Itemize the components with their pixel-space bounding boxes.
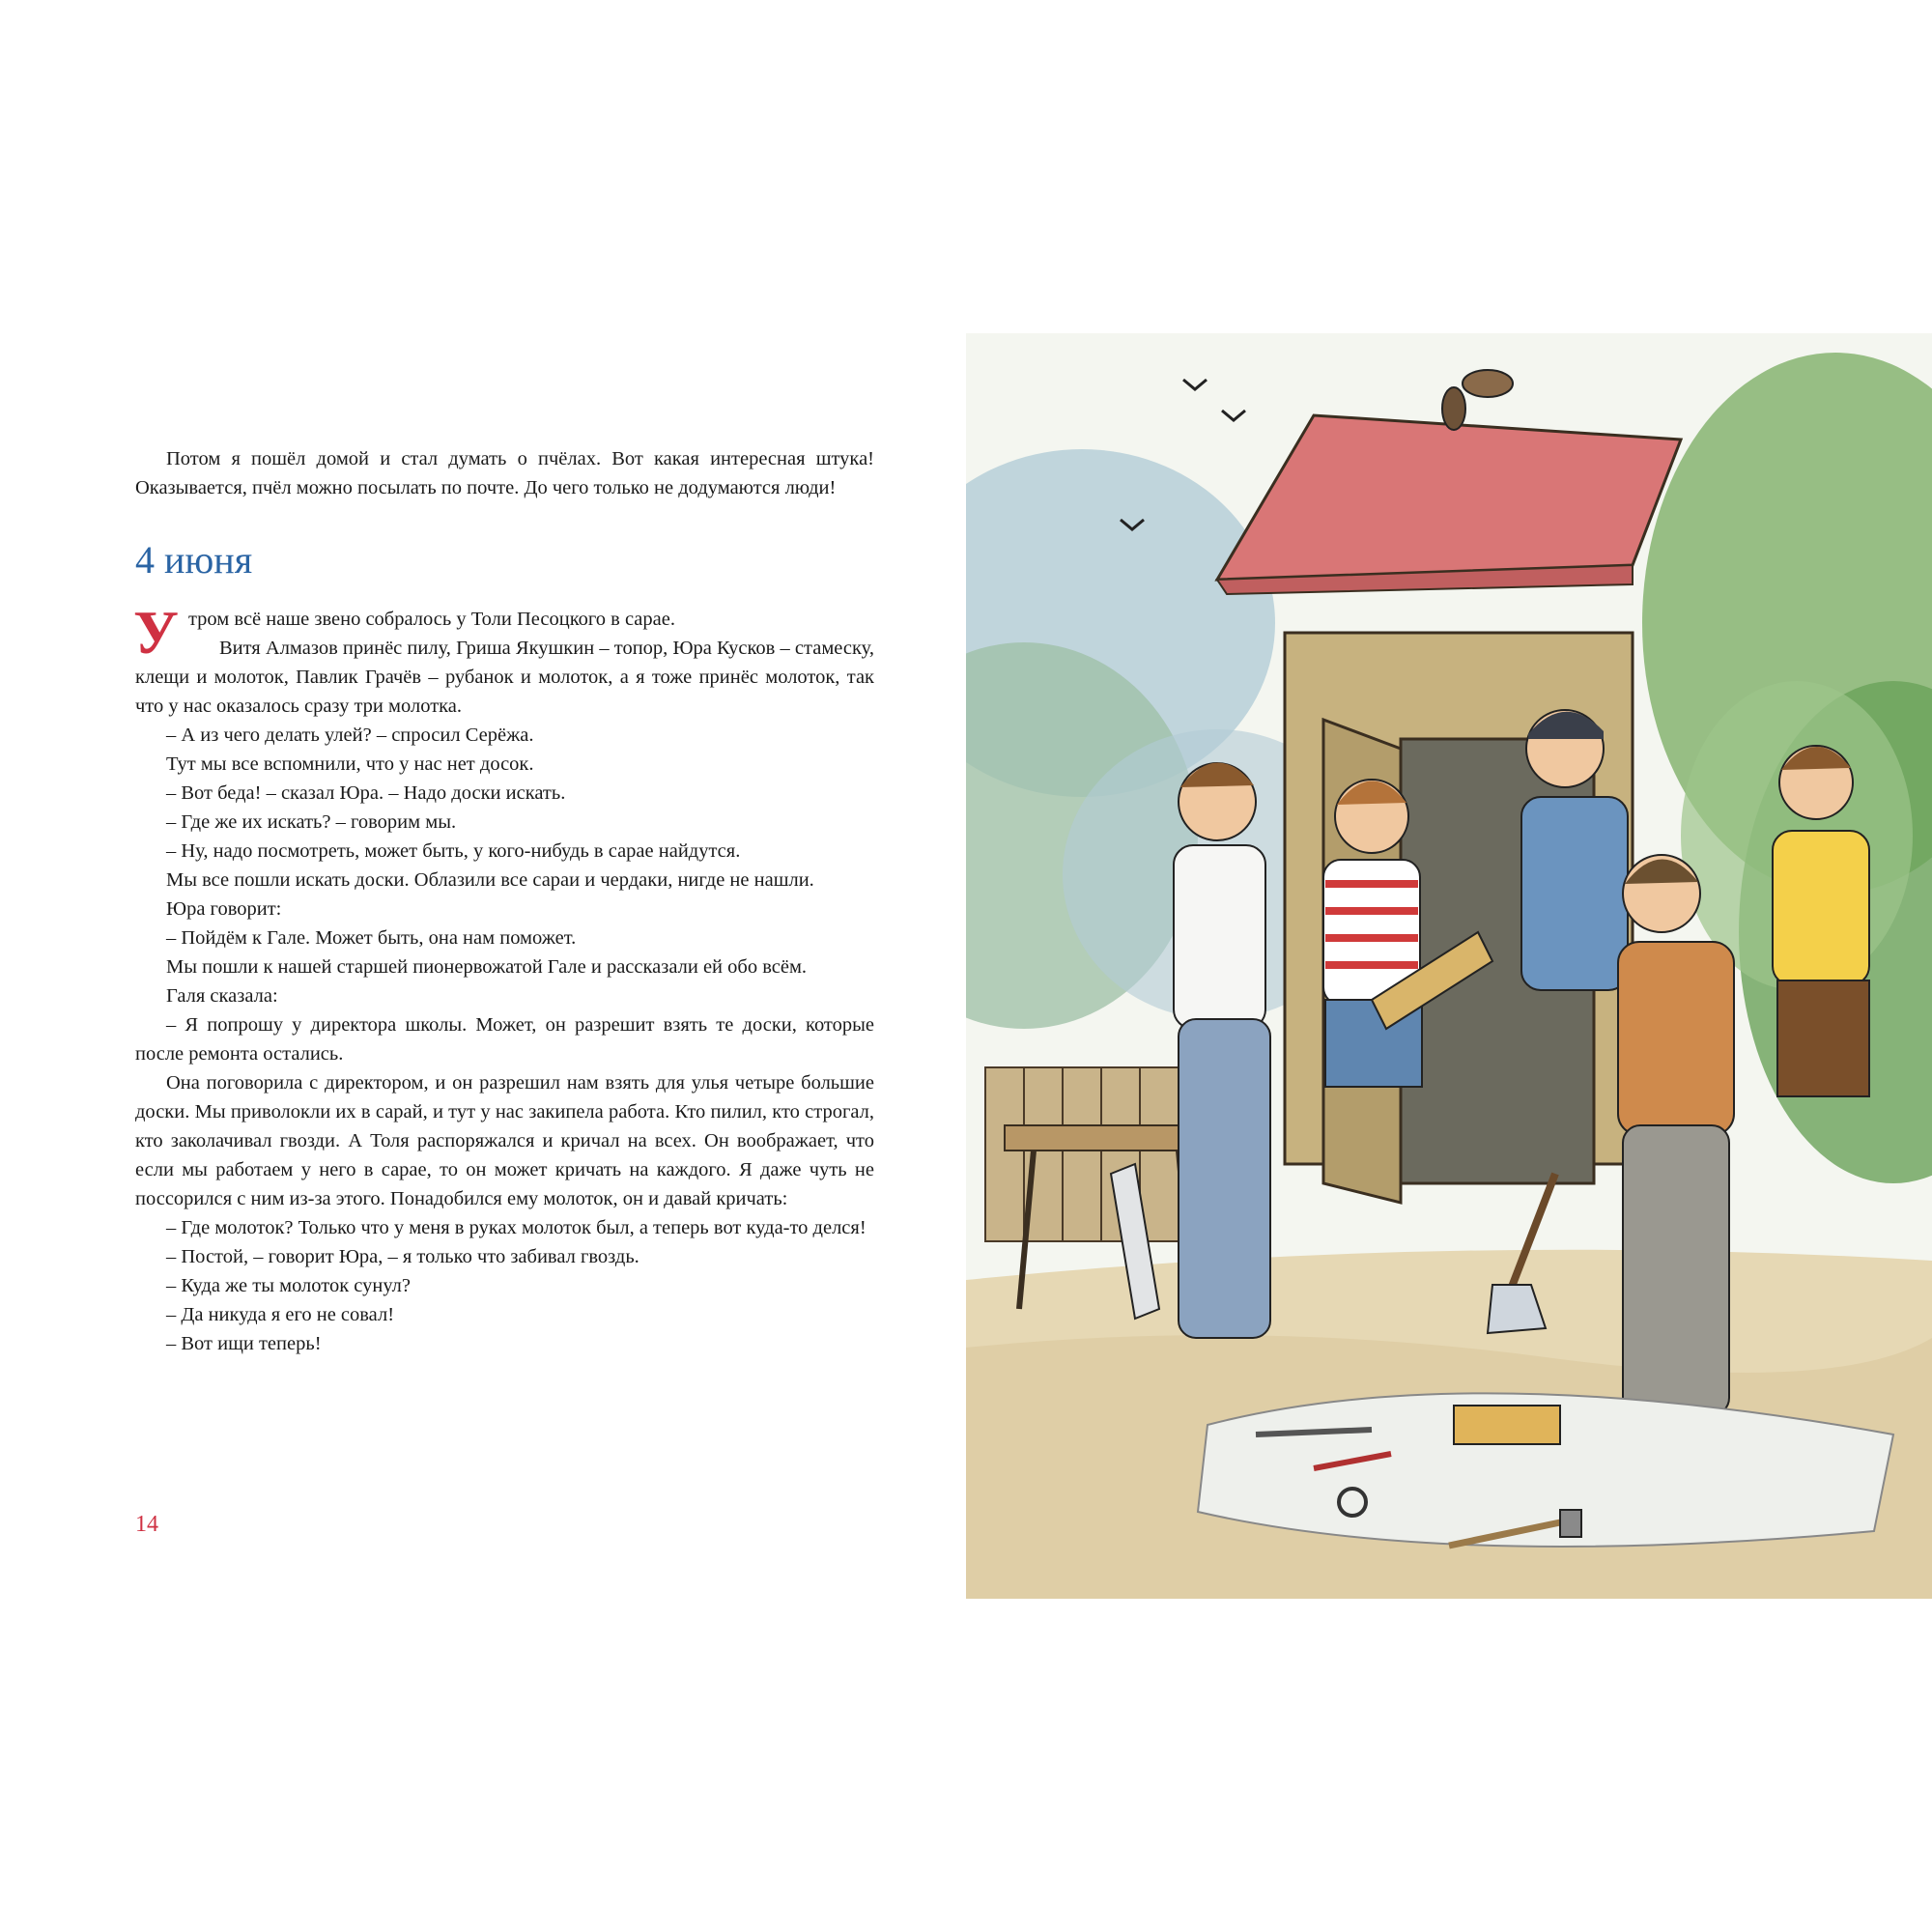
paragraph: – Пойдём к Гале. Может быть, она нам поможет. (166, 927, 577, 949)
paragraph: Мы все пошли искать доски. Облазили все сараи и чердаки, нигде не нашли. (166, 869, 814, 891)
intro-paragraph: Потом я пошёл домой и стал думать о пчёлах. Вот какая интересная штука! Оказывается, пчёл можно посылать по почте. До чего только не додумаются люди! (135, 448, 874, 498)
paragraph: – Куда же ты молоток сунул? (166, 1275, 412, 1296)
paragraph: Галя сказала: (166, 985, 278, 1007)
drop-cap: У (133, 598, 179, 667)
paragraph: – Ну, надо посмотреть, может быть, у кого-нибудь в сарае найдутся. (166, 840, 741, 862)
paragraph: Она поговорила с директором, и он разрешил нам взять для улья четыре большие доски. Мы приволокли их в сарай, и тут у нас закипела работа. Кто пилил, кто строгал, кто заколачивал гвозди. А Толя распоряжался и кричал на всех. Он воображает, что если мы работаем у него в сарае, то он может кричать на каждого. Я даже чуть не поссорился с ним из-за этого. Понадобился ему молоток, он и давай кричать: (135, 1072, 874, 1209)
first-paragraph-text: тром всё наше звено собралось у Толи Песоцкого в сарае. (187, 609, 675, 630)
paragraph: – Где молоток? Только что у меня в руках молоток был, а теперь вот куда-то делся! (166, 1217, 867, 1238)
paragraph: – Постой, – говорит Юра, – я только что забивал гвоздь. (166, 1246, 639, 1267)
chapter-heading: 4 июня (135, 538, 253, 582)
text-column (135, 444, 874, 1358)
first-paragraph (133, 598, 874, 667)
paragraph: – Вот ищи теперь! (166, 1333, 322, 1354)
illustration-svg (966, 333, 1932, 1599)
paragraph: Витя Алмазов принёс пилу, Гриша Якушкин – топор, Юра Кусков – стамеску, клещи и молоток, Павлик Грачёв – рубанок и молоток, а я тоже принёс молоток, так что у нас оказалось сразу три молотка. (135, 638, 874, 717)
paragraph: – Да никуда я его не совал! (166, 1304, 395, 1325)
paragraph: Мы пошли к нашей старшей пионервожатой Гале и рассказали ей обо всём. (166, 956, 808, 978)
page-number: 14 (135, 1512, 158, 1537)
paragraph: – Вот беда! – сказал Юра. – Надо доски искать. (166, 782, 566, 804)
paragraph: – Я попрошу у директора школы. Может, он разрешит взять те доски, которые после ремонта остались. (135, 1014, 874, 1065)
paragraph: Юра говорит: (166, 898, 282, 920)
illustration-boys-building-hive (966, 333, 1932, 1599)
paragraph: – А из чего делать улей? – спросил Серёжа. (166, 724, 534, 746)
paragraph: – Где же их искать? – говорим мы. (166, 811, 457, 833)
paragraph: Тут мы все вспомнили, что у нас нет досок. (166, 753, 534, 775)
